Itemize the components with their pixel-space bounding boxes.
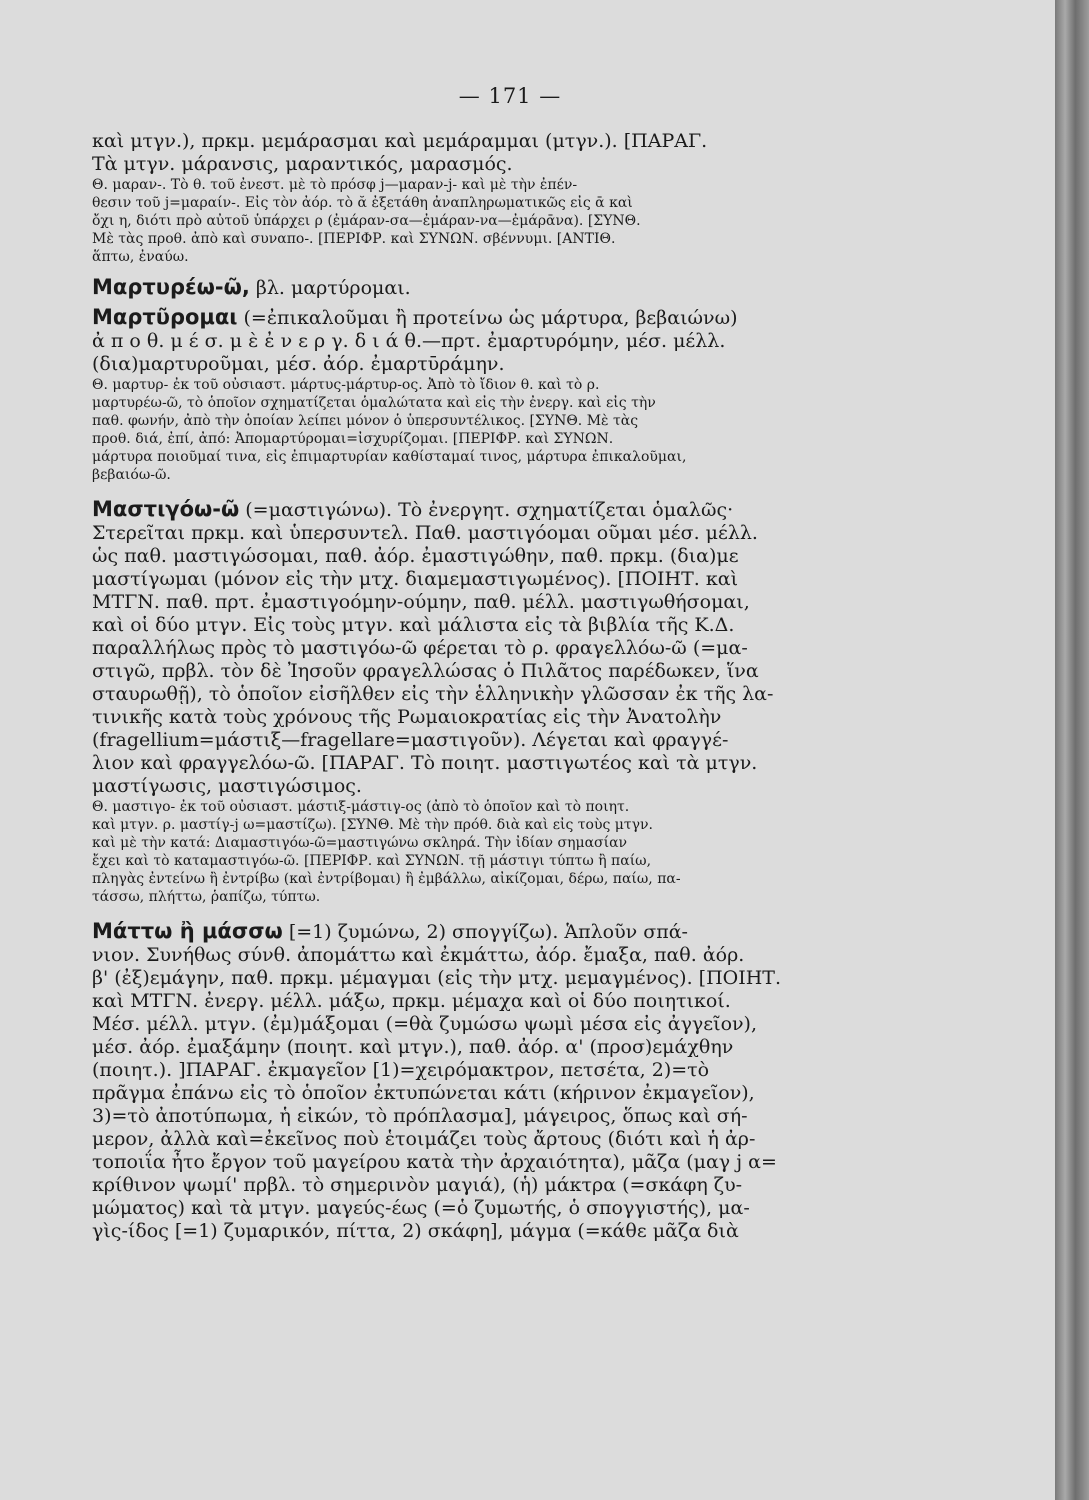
note-line: θεσιν τοῦ j=μαραίν-. Εἰς τὸν ἀόρ. τὸ ᾰ ἐξετάθη ἀναπληρωματικῶς εἰς ᾱ καὶ bbox=[92, 195, 633, 211]
text-line: στιγῶ, πρβλ. τὸν δὲ Ἰησοῦν φραγελλώσας ὁ Πιλᾶτος παρέδωκεν, ἵνα bbox=[92, 660, 759, 682]
headword: Μάττω ἢ μάσσω bbox=[92, 919, 283, 943]
text-line: ΜΤΓΝ. παθ. πρτ. ἐμαστιγοόμην-ούμην, παθ. μέλλ. μαστιγωθήσομαι, bbox=[92, 591, 750, 613]
text-line: (δια)μαρτυροῦμαι, μέσ. ἀόρ. ἐμαρτῡράμην. bbox=[92, 353, 505, 375]
text-line: Τὰ μτγν. μάρανσις, μαραντικός, μαρασμός. bbox=[92, 153, 513, 175]
text-line: νιον. Συνήθως σύνθ. ἀπομάττω καὶ ἐκμάττω, ἀόρ. ἔμαξα, παθ. ἀόρ. bbox=[92, 944, 745, 966]
text-line: μαστίγωσις, μαστιγώσιμος. bbox=[92, 775, 362, 797]
entry-text: (=μαστιγώνω). Τὸ ἐνεργητ. σχηματίζεται ὁμαλῶς· bbox=[239, 499, 734, 521]
note-line: ἔχει καὶ τὸ καταμαστιγόω-ῶ. [ΠΕΡΙΦΡ. καὶ ΣΥΝΩΝ. τῇ μάστιγι τύπτω ἢ παίω, bbox=[92, 853, 652, 869]
headword: Μαρτῦρομαι bbox=[92, 305, 238, 329]
note-line: μάρτυρα ποιοῦμαί τινα, εἰς ἐπιμαρτυρίαν καθίσταμαί τινος, μάρτυρα ἐπικαλοῦμαι, bbox=[92, 449, 687, 465]
note-line: Θ. μαστιγο- ἐκ τοῦ οὐσιαστ. μάστιξ-μάστιγ-ος (ἀπὸ τὸ ὁποῖον καὶ τὸ ποιητ. bbox=[92, 799, 630, 815]
entry-line bbox=[92, 498, 924, 522]
entry-text: [=1) ζυμώνω, 2) σπογγίζω). Ἁπλοῦν σπά- bbox=[282, 921, 688, 943]
text-line: ἀ π ο θ. μ έ σ. μ ὲ ἐ ν ε ρ γ. δ ι ά θ.—πρτ. ἐμαρτυρόμην, μέσ. μέλλ. bbox=[92, 330, 726, 352]
text-line: καὶ ΜΤΓΝ. ἐνεργ. μέλλ. μάξω, πρκμ. μέμαχα καὶ οἱ δύο ποιητικοί. bbox=[92, 990, 731, 1012]
text-line: τινικῆς κατὰ τοὺς χρόνους τῆς Ρωμαιοκρατίας εἰς τὴν Ἀνατολὴν bbox=[92, 706, 722, 728]
text-line: κρίθινον ψωμί' πρβλ. τὸ σημερινὸν μαγιά), (ἡ) μάκτρα (=σκάφη ζυ- bbox=[92, 1174, 743, 1196]
text-line: Στερεῖται πρκμ. καὶ ὑπερσυντελ. Παθ. μαστιγόομαι οῦμαι μέσ. μέλλ. bbox=[92, 522, 758, 544]
headword: Μαρτυρέω-ῶ, bbox=[92, 275, 250, 299]
text-line: γὶς-ίδος [=1) ζυμαρικόν, πίττα, 2) σκάφη], μάγμα (=κάθε μᾶζα διὰ bbox=[92, 1220, 739, 1242]
note-line: βεβαιόω-ῶ. bbox=[92, 467, 171, 483]
note-line: Θ. μαρτυρ- ἐκ τοῦ οὐσιαστ. μάρτυς-μάρτυρ-ος. Ἀπὸ τὸ ἴδιον θ. καὶ τὸ ρ. bbox=[92, 377, 600, 393]
entry-line bbox=[92, 276, 924, 300]
page-text bbox=[92, 130, 924, 1243]
note-line: καὶ μτγν. ρ. μαστίγ-j ω=μαστίζω). [ΣΥΝΘ. Μὲ τὴν πρόθ. διὰ καὶ εἰς τοὺς μτγν. bbox=[92, 817, 653, 833]
page-number: — 171 — bbox=[458, 84, 562, 108]
entry-line bbox=[92, 306, 924, 330]
note-line: τάσσω, πλήττω, ῥαπίζω, τύπτω. bbox=[92, 889, 321, 905]
note-line: ὄχι η, διότι πρὸ αὐτοῦ ὑπάρχει ρ (ἐμάραν-σα—ἐμάραν-να—ἐμάρᾱνα). [ΣΥΝΘ. bbox=[92, 213, 641, 229]
text-line: λιον καὶ φραγγελόω-ῶ. [ΠΑΡΑΓ. Τὸ ποιητ. μαστιγωτέος καὶ τὰ μτγν. bbox=[92, 752, 758, 774]
note-line: πληγὰς ἐντείνω ἢ ἐντρίβω (καὶ ἐντρίβομαι) ἢ ἐμβάλλω, αἰκίζομαι, δέρω, παίω, πα- bbox=[92, 871, 681, 887]
text-line: μερον, ἀλλὰ καὶ=ἐκεῖνος ποὺ ἑτοιμάζει τοὺς ἄρτους (διότι καὶ ἡ ἀρ- bbox=[92, 1128, 756, 1150]
note-line: μαρτυρέω-ῶ, τὸ ὁποῖον σχηματίζεται ὁμαλώτατα καὶ εἰς τὴν ἐνεργ. καὶ εἰς τὴν bbox=[92, 395, 656, 411]
note-line: προθ. διά, ἐπί, ἀπό: Ἀπομαρτύρομαι=ἰσχυρίζομαι. [ΠΕΡΙΦΡ. καὶ ΣΥΝΩΝ. bbox=[92, 431, 614, 447]
headword: Μαστιγόω-ῶ bbox=[92, 497, 240, 521]
text-line: 3)=τὸ ἀποτύπωμα, ἡ εἰκών, τὸ πρόπλασμα], μάγειρος, ὅπως καὶ σή- bbox=[92, 1105, 748, 1127]
text-line: ὡς παθ. μαστιγώσομαι, παθ. ἀόρ. ἐμαστιγώθην, παθ. πρκμ. (δια)με bbox=[92, 545, 739, 567]
note-line: παθ. φωνήν, ἀπὸ τὴν ὁποίαν λείπει μόνον ὁ ὑπερσυντέλικος. [ΣΥΝΘ. Μὲ τὰς bbox=[92, 413, 639, 429]
text-line: καὶ μτγν.), πρκμ. μεμάρασμαι καὶ μεμάραμμαι (μτγν.). [ΠΑΡΑΓ. bbox=[92, 130, 708, 152]
entry-text: (=ἐπικαλοῦμαι ἢ προτείνω ὡς μάρτυρα, βεβαιώνω) bbox=[237, 307, 738, 329]
text-line: σταυρωθῇ), τὸ ὁποῖον εἰσῆλθεν εἰς τὴν ἑλληνικὴν γλῶσσαν ἐκ τῆς λα- bbox=[92, 683, 774, 705]
note-line: Θ. μαραν-. Τὸ θ. τοῦ ἐνεστ. μὲ τὸ πρόσφ j—μαραν-j- καὶ μὲ τὴν ἐπέν- bbox=[92, 177, 578, 193]
entry-text: βλ. μαρτύρομαι. bbox=[249, 277, 411, 299]
text-line: μαστίγωμαι (μόνον εἰς τὴν μτχ. διαμεμαστιγωμένος). [ΠΟΙΗΤ. καὶ bbox=[92, 568, 739, 590]
text-line: τοποιΐα ἦτο ἔργον τοῦ μαγείρου κατὰ τὴν ἀρχαιότητα), μᾶζα (μαγ j α= bbox=[92, 1151, 777, 1173]
page-edge bbox=[1055, 0, 1089, 1500]
text-line: β' (ἐξ)εμάγην, παθ. πρκμ. μέμαγμαι (εἰς τὴν μτχ. μεμαγμένος). [ΠΟΙΗΤ. bbox=[92, 967, 782, 989]
entry-line bbox=[92, 920, 924, 944]
text-line: Μέσ. μέλλ. μτγν. (ἐμ)μάξομαι (=θὰ ζυμώσω ψωμὶ μέσα εἰς ἀγγεῖον), bbox=[92, 1013, 758, 1035]
note-line: καὶ μὲ τὴν κατά: Διαμαστιγόω-ῶ=μαστιγώνω σκληρά. Τὴν ἰδίαν σημασίαν bbox=[92, 835, 628, 851]
text-line: μώματος) καὶ τὰ μτγν. μαγεύς-έως (=ὁ ζυμωτής, ὁ σπογγιστής), μα- bbox=[92, 1197, 750, 1219]
text-line: πρᾶγμα ἐπάνω εἰς τὸ ὁποῖον ἐκτυπώνεται κάτι (κήρινον ἐκμαγεῖον), bbox=[92, 1082, 755, 1104]
text-line: (fragellium=μάστιξ—fragellare=μαστιγοῦν). Λέγεται καὶ φραγγέ- bbox=[92, 729, 729, 751]
text-line: (ποιητ.). ]ΠΑΡΑΓ. ἐκμαγεῖον [1)=χειρόμακτρον, πετσέτα, 2)=τὸ bbox=[92, 1059, 710, 1081]
text-line: παραλλήλως πρὸς τὸ μαστιγόω-ῶ φέρεται τὸ ρ. φραγελλόω-ῶ (=μα- bbox=[92, 637, 748, 659]
note-line: ἅπτω, ἐναύω. bbox=[92, 249, 189, 265]
text-line: μέσ. ἀόρ. ἐμαξάμην (ποιητ. καὶ μτγν.), παθ. ἀόρ. α' (προσ)εμάχθην bbox=[92, 1036, 734, 1058]
note-line: Μὲ τὰς προθ. ἀπὸ καὶ συναπο-. [ΠΕΡΙΦΡ. καὶ ΣΥΝΩΝ. σβέννυμι. [ΑΝΤΙΘ. bbox=[92, 231, 616, 247]
text-line: καὶ οἱ δύο μτγν. Εἰς τοὺς μτγν. καὶ μάλιστα εἰς τὰ βιβλία τῆς Κ.Δ. bbox=[92, 614, 735, 636]
